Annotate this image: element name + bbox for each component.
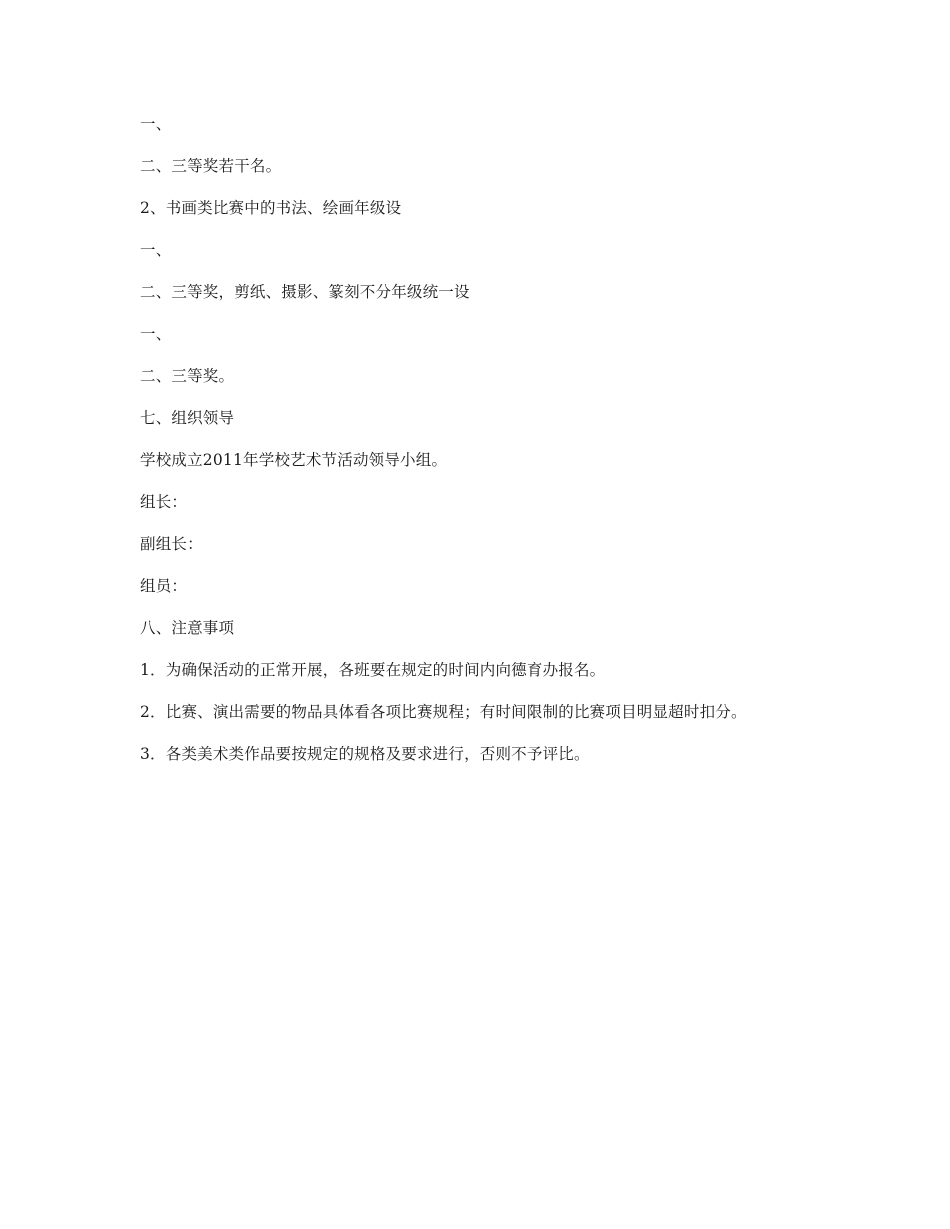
note-item-2: 2．比赛、演出需要的物品具体看各项比赛规程；有时间限制的比赛项目明显超时扣分。 (140, 703, 747, 721)
document-body (140, 110, 830, 782)
award-second-third-text: 二、三等奖若干名。 (140, 157, 282, 175)
group-members-label: 组员： (140, 577, 188, 595)
list-marker-1: 一、 (140, 115, 172, 133)
list-marker-2: 一、 (140, 241, 172, 259)
group-leader-label: 组长： (140, 493, 188, 511)
section-heading-notes: 八、注意事项 (140, 619, 235, 637)
deputy-leader-label: 副组长： (140, 535, 203, 553)
list-marker-3: 一、 (140, 325, 172, 343)
award-second-third-final-text: 二、三等奖。 (140, 367, 235, 385)
section-heading-organization: 七、组织领导 (140, 409, 235, 427)
leadership-group-text: 学校成立2011年学校艺术节活动领导小组。 (140, 451, 448, 469)
papercut-photo-seal-awards-text: 二、三等奖，剪纸、摄影、篆刻不分年级统一设 (140, 283, 470, 301)
note-item-3: 3．各类美术类作品要按规定的规格及要求进行，否则不予评比。 (140, 745, 590, 763)
note-item-1: 1．为确保活动的正常开展，各班要在规定的时间内向德育办报名。 (140, 661, 606, 679)
calligraphy-painting-awards-text: 2、书画类比赛中的书法、绘画年级设 (140, 199, 402, 217)
